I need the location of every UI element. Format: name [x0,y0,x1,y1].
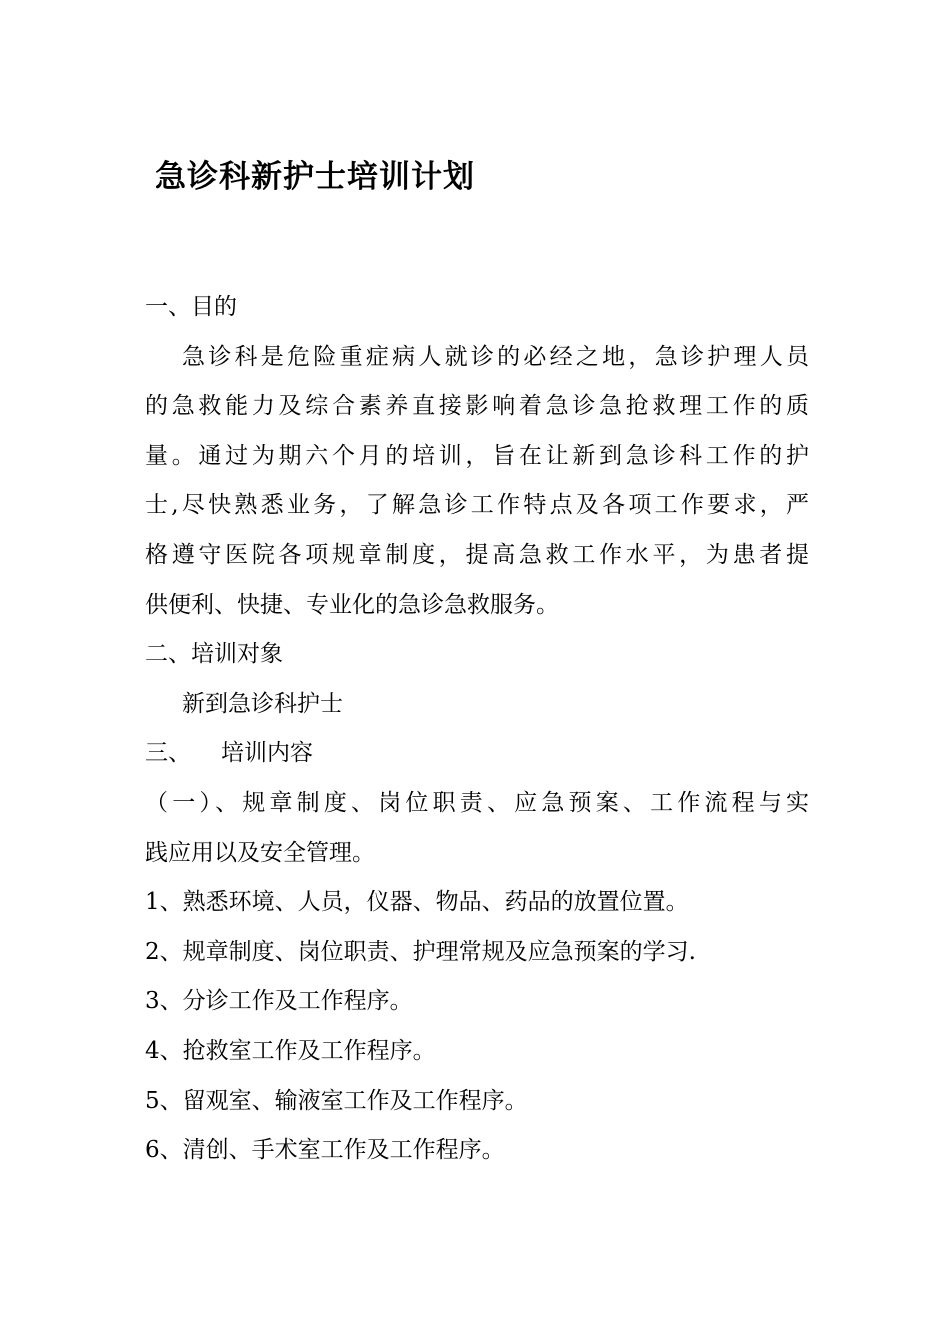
document-body [145,283,809,1176]
section-heading-purpose: 一、目的 [145,294,237,320]
document-title: 急诊科新护士培训计划 [155,159,475,195]
paragraph-line: 格遵守医院各项规章制度，提高急救工作水平，为患者提 [145,541,809,568]
heading-text: 培训内容 [221,740,313,767]
paragraph-line: 士,尽快熟悉业务，了解急诊工作特点及各项工作要求，严 [145,492,809,519]
paragraph-line: 量。通过为期六个月的培训，旨在让新到急诊科工作的护 [145,442,809,469]
list-item: 4、抢救室工作及工作程序。 [145,1037,436,1064]
heading-number: 三、 [145,740,191,767]
section-heading-content [145,729,809,779]
list-item: 2、规章制度、岗位职责、护理常规及应急预案的学习. [145,938,696,965]
paragraph-line: 供便利、快捷、专业化的急诊急救服务。 [145,591,559,618]
list-item: 1、熟悉环境、人员，仪器、物品、药品的放置位置。 [145,889,689,916]
paragraph-line: 的急救能力及综合素养直接影响着急诊急抢救理工作的质 [145,393,809,420]
list-item: 5、留观室、输液室工作及工作程序。 [145,1087,528,1114]
subsection-line: （一）、规章制度、岗位职责、应急预案、工作流程与实 [145,789,809,816]
paragraph-line: 急诊科是危险重症病人就诊的必经之地，急诊护理人员 [182,343,809,370]
section-heading-target: 二、培训对象 [145,641,283,668]
target-text: 新到急诊科护士 [182,690,343,717]
subsection-line: 践应用以及安全管理。 [145,839,375,866]
list-item: 3、分诊工作及工作程序。 [145,988,413,1015]
list-item: 6、清创、手术室工作及工作程序。 [145,1137,505,1164]
